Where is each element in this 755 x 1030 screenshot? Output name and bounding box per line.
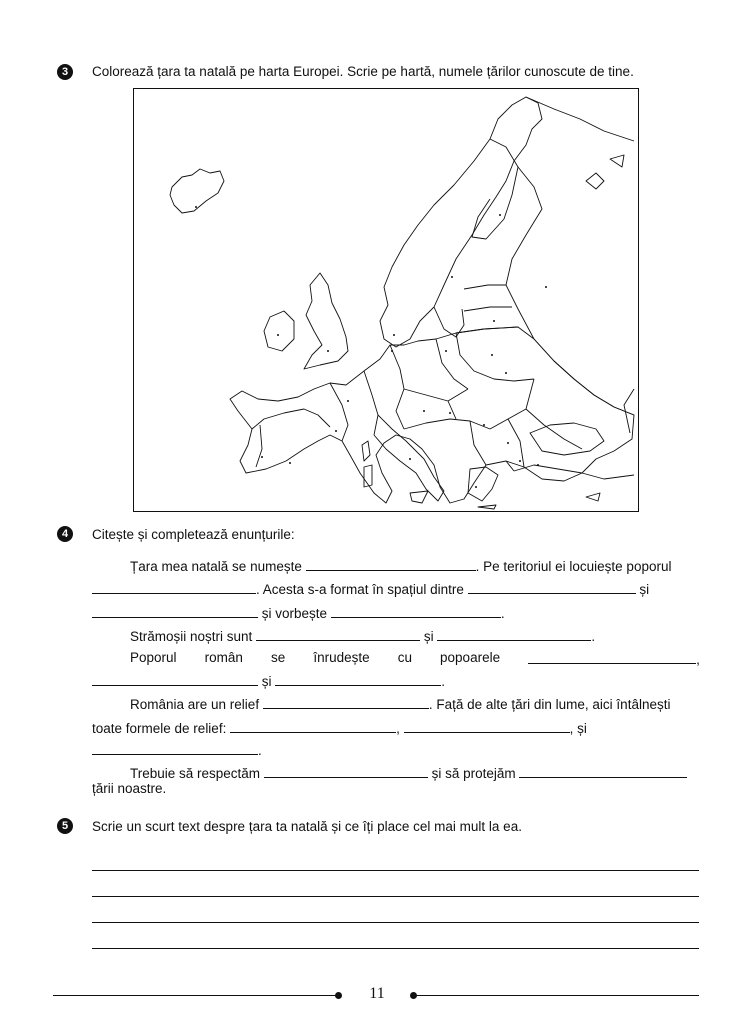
blank-protect[interactable] <box>519 764 687 778</box>
blank-related-peoples-3[interactable] <box>275 672 441 686</box>
iceland-outline <box>170 169 224 213</box>
scandinavia-outline <box>380 97 542 347</box>
text-fragment: și <box>639 582 650 597</box>
fill-line-4 <box>130 627 595 644</box>
text-fragment: se <box>270 650 286 665</box>
blank-related-peoples-1[interactable] <box>528 650 696 664</box>
text-fragment: . <box>258 743 262 758</box>
continental-europe-outline <box>230 327 634 503</box>
fill-line-6 <box>92 672 445 689</box>
text-fragment: și vorbește <box>261 606 328 621</box>
text-fragment: . Față de alte țări din lume, aici întâlnești <box>428 697 671 712</box>
fill-line-5 <box>130 650 700 667</box>
fill-line-8 <box>92 719 587 736</box>
blank-ancestors-1[interactable] <box>256 627 420 641</box>
fill-line-7 <box>130 695 670 712</box>
writing-line-1[interactable] <box>92 870 699 871</box>
text-fragment: și <box>261 674 272 689</box>
exercise-4-instruction: Citește și completează enunțurile: <box>92 527 295 542</box>
page-number: 11 <box>369 985 385 1002</box>
writing-line-3[interactable] <box>92 922 699 923</box>
text-fragment: Strămoșii noștri sunt <box>130 629 253 644</box>
blank-language[interactable] <box>331 604 501 618</box>
text-fragment: , <box>396 721 400 736</box>
text-fragment: și <box>423 629 434 644</box>
text-fragment: toate formele de relief: <box>92 721 227 736</box>
text-fragment: Poporul <box>130 650 177 665</box>
text-fragment: , <box>696 652 700 667</box>
europe-map <box>133 88 639 512</box>
writing-line-4[interactable] <box>92 948 699 949</box>
blank-space-2[interactable] <box>92 604 258 618</box>
blank-respect[interactable] <box>264 764 428 778</box>
exercise-3-instruction: Colorează țara ta natală pe harta Europei. Scrie pe hartă, numele țărilor cunoscute de tine. <box>92 64 634 79</box>
text-fragment: România are un relief <box>130 697 260 712</box>
fill-line-3 <box>92 604 505 621</box>
text-fragment: , și <box>569 721 587 736</box>
fill-line-9 <box>92 741 262 758</box>
text-fragment: . <box>591 629 596 644</box>
fill-line-10 <box>130 764 687 781</box>
blank-relief-form-2[interactable] <box>404 719 570 733</box>
ireland-outline <box>264 311 294 351</box>
greece-outline <box>468 467 498 501</box>
blank-related-peoples-2[interactable] <box>92 672 258 686</box>
text-fragment: Trebuie să respectăm <box>130 766 261 781</box>
exercise-5-instruction: Scrie un scurt text despre țara ta natală și ce îți place cel mai mult la ea. <box>92 819 522 834</box>
blank-relief-form-1[interactable] <box>230 719 396 733</box>
blank-space-1[interactable] <box>468 580 636 594</box>
great-britain-outline <box>304 273 348 369</box>
text-fragment: Țara mea natală se numește <box>130 559 302 574</box>
fill-line-1 <box>130 557 671 574</box>
europe-outline-map <box>134 89 638 511</box>
blank-relief[interactable] <box>263 695 429 709</box>
exercise-number-4: 4 <box>57 526 73 542</box>
exercise-number-5: 5 <box>57 818 73 834</box>
text-fragment: . Pe teritoriul ei locuiește poporul <box>475 559 672 574</box>
blank-ancestors-2[interactable] <box>437 627 591 641</box>
text-fragment: popoarele <box>440 650 501 665</box>
fill-line-11 <box>92 781 166 796</box>
footer-dot-left <box>335 992 342 999</box>
text-fragment: înrudește <box>313 650 370 665</box>
text-fragment: . <box>500 606 505 621</box>
text-fragment: . Acesta s-a format în spațiul dintre <box>256 582 464 597</box>
text-fragment: și să protejăm <box>431 766 516 781</box>
blank-country-name[interactable] <box>306 557 476 571</box>
text-fragment: . <box>441 674 446 689</box>
fill-line-2 <box>92 580 649 597</box>
writing-line-2[interactable] <box>92 896 699 897</box>
exercise-number-3: 3 <box>57 64 73 80</box>
footer-rule-left <box>53 995 337 996</box>
text-fragment: român <box>204 650 243 665</box>
blank-people[interactable] <box>92 580 256 594</box>
blank-relief-form-3[interactable] <box>92 741 258 755</box>
text-fragment: cu <box>397 650 412 665</box>
turkey-outline <box>506 461 634 479</box>
text-fragment: țării noastre. <box>92 781 167 796</box>
footer-rule-right <box>415 995 699 996</box>
